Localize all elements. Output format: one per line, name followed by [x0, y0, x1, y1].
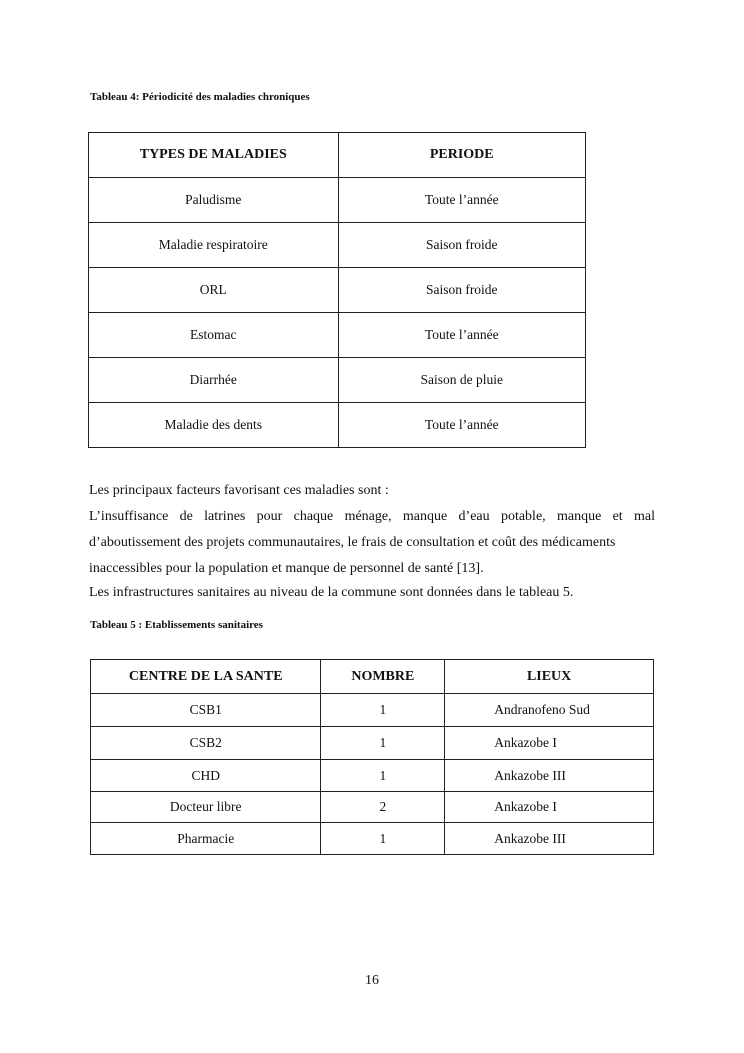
facility-cell: CSB1 — [91, 694, 321, 727]
table-row — [89, 178, 586, 223]
paragraph-line: inaccessibles pour la population et manque de personnel de santé [13]. — [89, 561, 484, 576]
header-lieux: LIEUX — [445, 660, 654, 694]
health-facilities-table — [90, 659, 654, 855]
table-row — [89, 268, 586, 313]
disease-cell: Maladie respiratoire — [89, 223, 339, 268]
table-header-row — [91, 660, 654, 694]
location-cell: Andranofeno Sud — [445, 694, 654, 727]
factors-paragraph — [89, 504, 655, 582]
header-periode: PERIODE — [338, 133, 586, 178]
header-centre-de-la-sante: CENTRE DE LA SANTE — [91, 660, 321, 694]
disease-cell: Diarrhée — [89, 358, 339, 403]
table5-caption: Tableau 5 : Etablissements sanitaires — [90, 619, 263, 631]
factors-intro-text: Les principaux facteurs favorisant ces maladies sont : — [89, 483, 389, 498]
header-types-de-maladies: TYPES DE MALADIES — [89, 133, 339, 178]
count-cell: 1 — [321, 694, 445, 727]
paragraph-line: d’aboutissement des projets communautaires, le frais de consultation et coût des médicaments — [89, 535, 616, 550]
count-cell: 1 — [321, 727, 445, 760]
table-row — [89, 313, 586, 358]
table-row — [91, 694, 654, 727]
paragraph-line: L’insuffisance de latrines pour chaque ménage, manque d’eau potable, manque et mal — [89, 509, 655, 524]
page-number: 16 — [365, 973, 379, 988]
count-cell: 1 — [321, 823, 445, 855]
table-row — [91, 823, 654, 855]
disease-cell: Paludisme — [89, 178, 339, 223]
table4-caption: Tableau 4: Périodicité des maladies chroniques — [90, 91, 310, 103]
facility-cell: Pharmacie — [91, 823, 321, 855]
table-row — [91, 792, 654, 823]
facility-cell: CHD — [91, 760, 321, 792]
disease-cell: Maladie des dents — [89, 403, 339, 448]
disease-cell: Estomac — [89, 313, 339, 358]
facility-cell: CSB2 — [91, 727, 321, 760]
period-cell: Toute l’année — [338, 313, 586, 358]
table-row — [91, 760, 654, 792]
period-cell: Saison froide — [338, 223, 586, 268]
disease-cell: ORL — [89, 268, 339, 313]
period-cell: Toute l’année — [338, 178, 586, 223]
count-cell: 2 — [321, 792, 445, 823]
table-row — [89, 358, 586, 403]
location-cell: Ankazobe I — [445, 727, 654, 760]
table-row — [89, 403, 586, 448]
infrastructure-text: Les infrastructures sanitaires au niveau de la commune sont données dans le tableau 5. — [89, 585, 574, 600]
period-cell: Saison de pluie — [338, 358, 586, 403]
period-cell: Toute l’année — [338, 403, 586, 448]
period-cell: Saison froide — [338, 268, 586, 313]
location-cell: Ankazobe III — [445, 823, 654, 855]
table-row — [91, 727, 654, 760]
table-row — [89, 223, 586, 268]
table-header-row — [89, 133, 586, 178]
location-cell: Ankazobe I — [445, 792, 654, 823]
facility-cell: Docteur libre — [91, 792, 321, 823]
count-cell: 1 — [321, 760, 445, 792]
location-cell: Ankazobe III — [445, 760, 654, 792]
header-nombre: NOMBRE — [321, 660, 445, 694]
chronic-diseases-table — [88, 132, 586, 448]
